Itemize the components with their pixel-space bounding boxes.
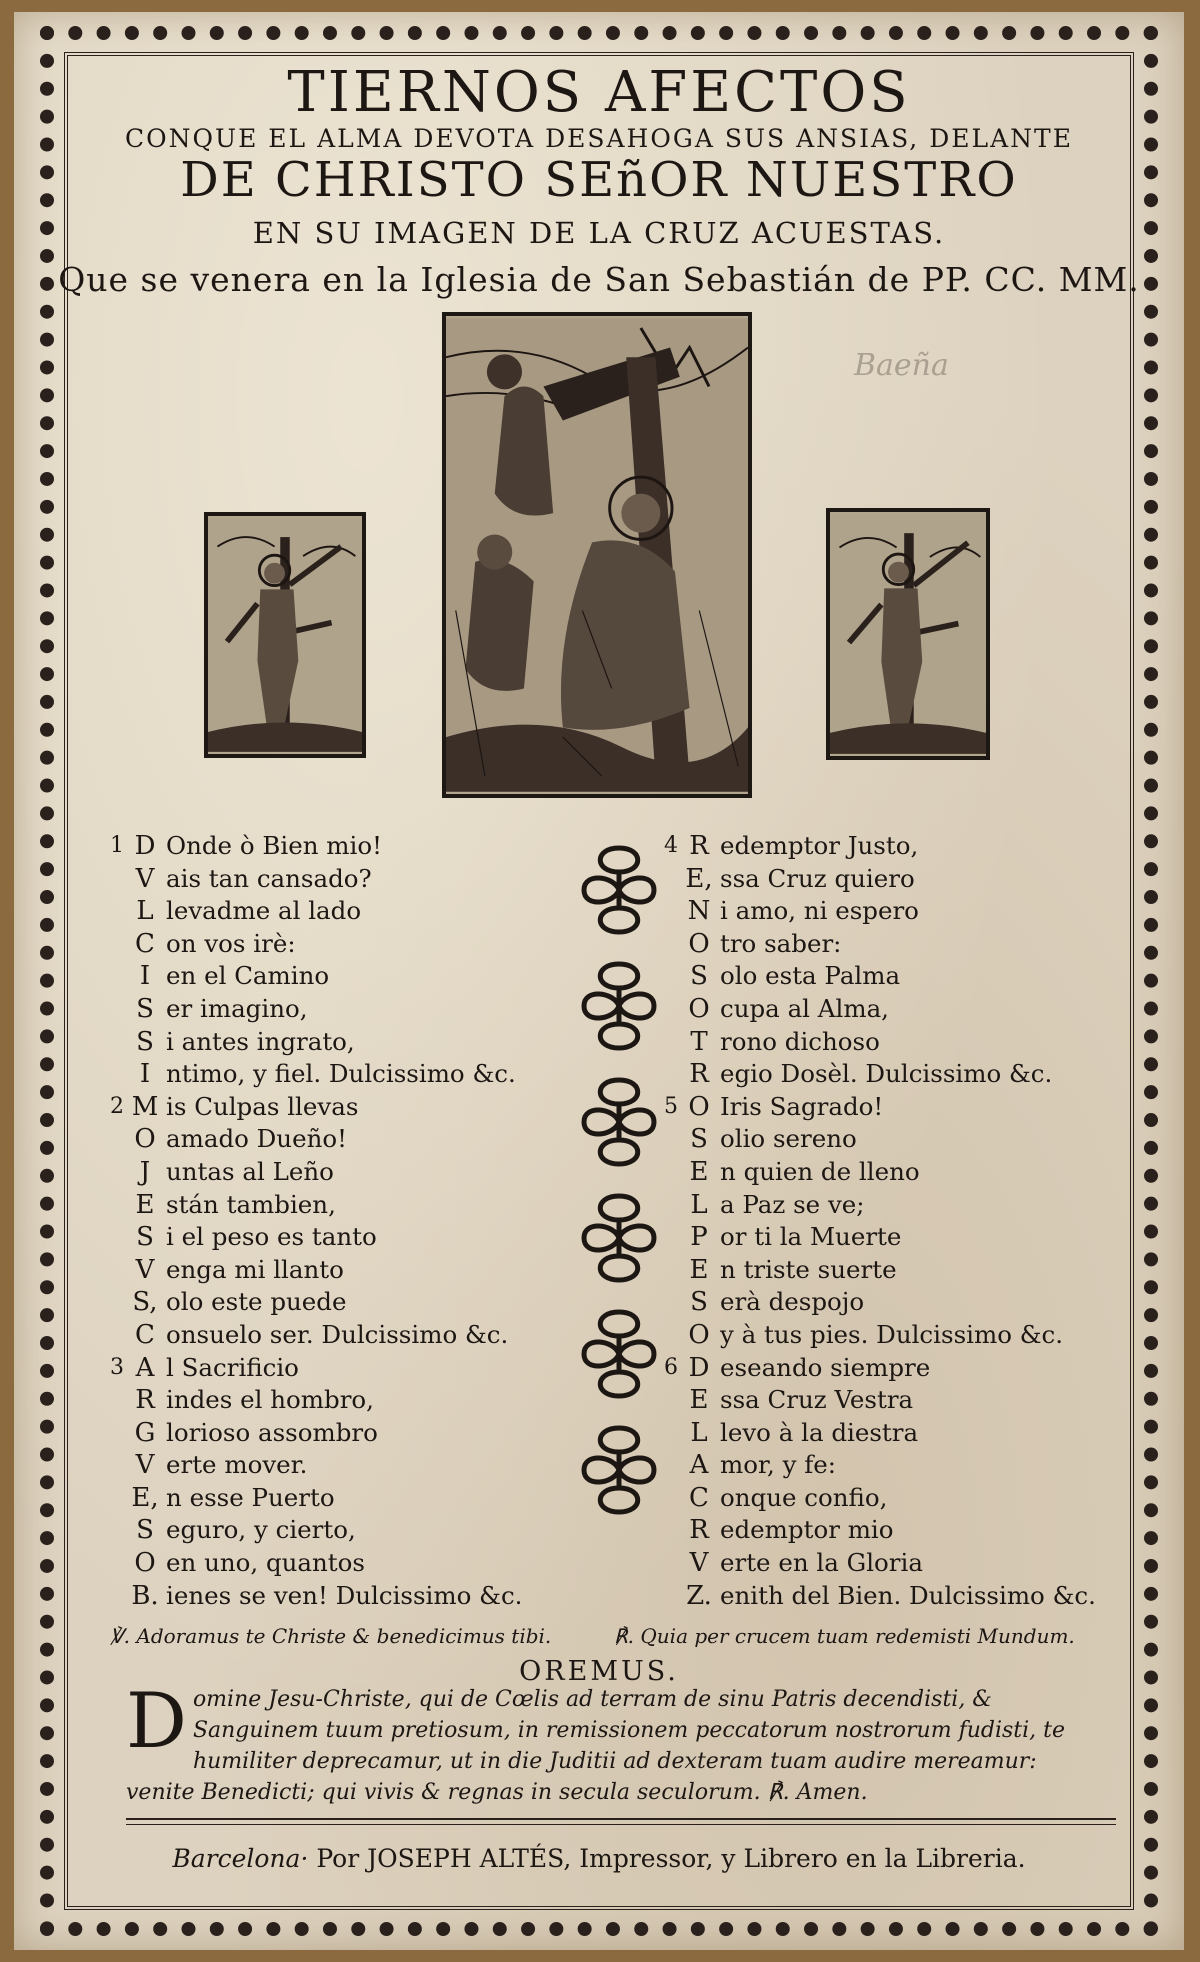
acrostic-letter: A [135,1352,155,1383]
subtitle-line-4: Que se venera en la Iglesia de San Sebastián de PP. CC. MM. [58,260,1140,299]
fleuron-icon [574,958,664,1074]
acrostic-letter: R [135,1385,155,1416]
page-title: TIERNOS AFECTOS [287,60,911,125]
acrostic-letter: D [688,1352,710,1383]
verse-text: n esse Puerto [166,1482,335,1512]
subtitle-line-3: EN SU IMAGEN DE LA CRUZ ACUESTAS. [252,216,946,250]
prayer-paragraph [126,1676,1106,1808]
fleuron-icon [574,842,664,958]
broadside-sheet [14,12,1184,1950]
acrostic-letter: O [134,1548,156,1579]
verse-text: olo esta Palma [720,961,901,991]
verse-text: amado Dueño! [166,1124,347,1154]
acrostic-letter: M [131,1091,159,1122]
verse-text: ssa Cruz Vestra [720,1385,914,1415]
verse-text: erà despojo [720,1287,865,1317]
prayer-text: omine Jesu-Christe, qui de Cœlis ad terram de sinu Patris decendisti, & Sanguinem tuum pretiosum, in remissionem peccatorum nostrorum fudisti, te humiliter deprecamur, ut in die Juditii ad dexteram tuam audire mereamur: venite Benedicti; qui vivis & regnas in secula seculorum. ℟. Amen. [126,1687,1066,1805]
verse-text: mor, y fe: [720,1450,837,1480]
verse-text: Onde ò Bien mio! [166,831,382,860]
acrostic-letter: C [689,1482,709,1513]
acrostic-letter: O [688,1319,710,1350]
rule-bottom [126,1824,1116,1825]
acrostic-letter: V [135,1450,155,1481]
fleuron-icon [574,1190,664,1306]
acrostic-letter: E [689,1156,709,1187]
acrostic-letter: E [689,1385,709,1416]
acrostic-letter: E, [685,863,713,894]
fleuron-icon [574,1422,664,1538]
verse-text: onsuelo ser. Dulcissimo &c. [166,1319,509,1349]
stanza-number: 6 [664,1354,678,1380]
acrostic-letter: S [690,1287,708,1318]
verse-text: rono dichoso [720,1026,880,1056]
ornament-column [574,842,664,1538]
stanza-number: 1 [110,833,124,858]
acrostic-letter: I [139,1059,151,1090]
verse-text: cupa al Alma, [720,993,889,1023]
subtitle-line-2: DE CHRISTO SEñOR NUESTRO [180,152,1018,208]
acrostic-letter: S [690,961,708,992]
verse-text: eseando siempre [720,1352,931,1382]
acrostic-letter: G [134,1417,156,1448]
versicle-right: ℟. Quia per crucem tuam redemisti Mundum. [614,1624,1075,1648]
acrostic-letter: S [136,1026,154,1057]
saint-sebastian-icon [208,516,362,754]
verse-text: erte mover. [166,1450,308,1480]
verse-text: olio sereno [720,1124,857,1154]
stanza-number: 3 [110,1354,124,1380]
verse-text: untas al Leño [166,1156,334,1186]
stanza-number: 2 [110,1093,124,1119]
verse-text: olo este puede [166,1287,347,1317]
verse-text: i antes ingrato, [166,1026,355,1056]
verse-text: a Paz se ve; [720,1189,865,1219]
verse-text: ais tan cansado? [166,863,372,893]
verse-text: ssa Cruz quiero [720,863,915,893]
center-woodcut [442,312,752,798]
rule-top [126,1818,1116,1820]
saint-sebastian-icon [830,512,986,756]
verse-text: i el peso es tanto [166,1222,377,1252]
acrostic-letter: O [688,928,710,959]
imprint-city: Barcelona· [172,1844,309,1873]
verse-text: on vos irè: [166,928,296,958]
acrostic-letter: B. [131,1580,159,1611]
acrostic-letter: R [689,1059,709,1090]
verse-text: is Culpas llevas [166,1091,359,1121]
acrostic-letter: N [687,896,711,927]
verse-text: er imagino, [166,993,308,1023]
verse-text: en el Camino [166,961,330,991]
verse-text: en uno, quantos [166,1548,365,1578]
verse-text: l Sacrificio [166,1352,299,1382]
verse-text: levadme al lado [166,896,362,926]
acrostic-letter: V [135,1254,155,1285]
acrostic-letter: C [135,1319,155,1350]
verse-text: or ti la Muerte [720,1222,902,1252]
acrostic-letter: A [689,1450,709,1481]
acrostic-letter: E [135,1189,155,1220]
imprint [14,1844,1184,1873]
acrostic-letter: S [136,993,154,1024]
acrostic-letter: I [139,961,151,992]
verse-text: Iris Sagrado! [720,1091,884,1121]
acrostic-letter: L [136,896,154,927]
verse-text: y à tus pies. Dulcissimo &c. [720,1319,1064,1349]
acrostic-letter: O [688,993,710,1024]
prayer-dropcap: D [126,1676,187,1765]
verse-text: onque confio, [720,1482,888,1512]
acrostic-letter: C [135,928,155,959]
verse-text: erte en la Gloria [720,1548,923,1578]
acrostic-letter: R [689,1515,709,1546]
verse-text: levo à la diestra [720,1417,919,1447]
verse-text: ntimo, y fiel. Dulcissimo &c. [166,1059,516,1089]
verse-text: edemptor mio [720,1515,894,1545]
acrostic-letter: V [689,1548,709,1579]
verse-text: n quien de lleno [720,1156,920,1186]
verse-text: indes el hombro, [166,1385,374,1415]
margin-note: Baeña [854,348,949,383]
acrostic-letter: L [690,1189,708,1220]
acrostic-letter: S [690,1124,708,1155]
verse-text: enith del Bien. Dulcissimo &c. [720,1580,1096,1610]
verse-text: stán tambien, [166,1189,336,1219]
acrostic-letter: T [690,1026,708,1057]
acrostic-letter: V [135,863,155,894]
acrostic-letter: O [688,1091,710,1122]
verse-text: eguro, y cierto, [166,1515,356,1545]
fleuron-icon [574,1074,664,1190]
verse-text: i amo, ni espero [720,896,919,926]
acrostic-letter: D [134,831,156,861]
acrostic-letter: J [139,1156,151,1187]
verse-text: egio Dosèl. Dulcissimo &c. [720,1059,1053,1089]
acrostic-letter: O [134,1124,156,1155]
right-woodcut [826,508,990,760]
stanza-number: 5 [664,1093,678,1119]
acrostic-letter: R [689,831,709,861]
oremus-heading: OREMUS. [519,1656,679,1687]
christ-carrying-cross-icon [446,316,748,794]
stanza-number: 4 [664,833,678,858]
subtitle-line-1: CONQUE EL ALMA DEVOTA DESAHOGA SUS ANSIAS, DELANTE [125,124,1073,153]
acrostic-letter: S [136,1222,154,1253]
acrostic-letter: S, [132,1287,158,1318]
acrostic-letter: E, [131,1482,159,1513]
acrostic-letter: P [690,1222,708,1253]
verse-text: lorioso assombro [166,1417,378,1447]
verse-text: ienes se ven! Dulcissimo &c. [166,1580,523,1610]
acrostic-letter: E [689,1254,709,1285]
acrostic-letter: S [136,1515,154,1546]
versicle-left: ℣. Adoramus te Christe & benedicimus tibi. [110,1624,552,1648]
left-woodcut [204,512,366,758]
verse-text: n triste suerte [720,1254,897,1284]
acrostic-letter: Z. [686,1580,712,1611]
verse-text: edemptor Justo, [720,831,919,860]
verse-text: tro saber: [720,928,842,958]
acrostic-letter: L [690,1417,708,1448]
imprint-text: Por JOSEPH ALTÉS, Impressor, y Librero en la Libreria. [316,1844,1026,1873]
verse-text: enga mi llanto [166,1254,344,1284]
fleuron-icon [574,1306,664,1422]
